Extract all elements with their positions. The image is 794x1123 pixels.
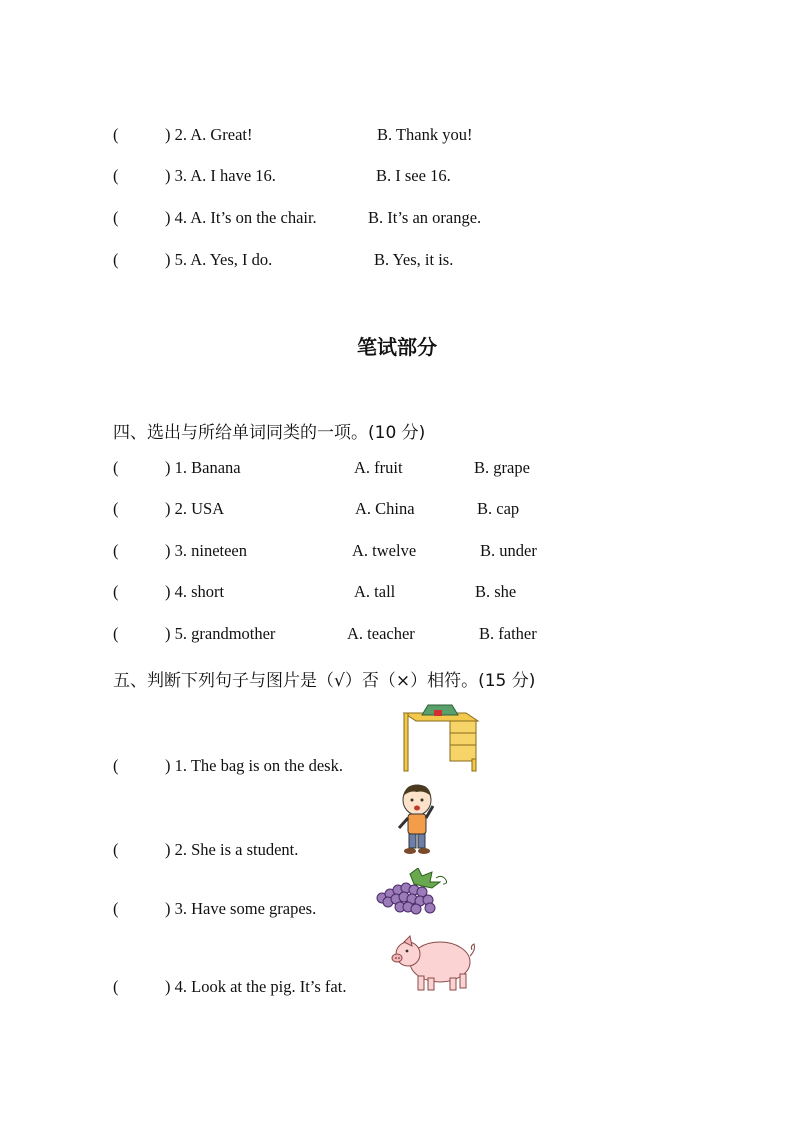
option-a: A. China xyxy=(355,499,415,518)
option-b: B. she xyxy=(475,582,517,601)
open-paren: ( xyxy=(113,166,119,185)
option-b: B. I see 16. xyxy=(376,166,451,185)
pig-icon xyxy=(388,934,478,994)
question-word: ) 4. short xyxy=(165,582,225,601)
option-b: B. Thank you! xyxy=(377,125,473,144)
option-a: A. twelve xyxy=(352,541,417,560)
open-paren: ( xyxy=(113,582,119,601)
section-4-heading: 四、选出与所给单词同类的一项。(10 分) xyxy=(113,423,426,443)
option-b: B. father xyxy=(479,624,537,643)
open-paren: ( xyxy=(113,899,119,918)
question-word: ) 3. nineteen xyxy=(165,541,248,560)
section-5-heading: 五、判断下列句子与图片是（√）否（×）相符。(15 分) xyxy=(113,671,536,691)
grapes-icon xyxy=(374,868,450,916)
question-text: ) 3. A. I have 16. xyxy=(165,166,276,185)
question-text: ) 3. Have some grapes. xyxy=(165,899,317,918)
open-paren: ( xyxy=(113,541,119,560)
option-a: A. tall xyxy=(354,582,396,601)
section-title: 笔试部分 xyxy=(357,335,437,359)
question-word: ) 1. Banana xyxy=(165,458,241,477)
question-text: ) 4. Look at the pig. It’s fat. xyxy=(165,977,347,996)
option-b: B. grape xyxy=(474,458,530,477)
open-paren: ( xyxy=(113,125,119,144)
option-b: B. cap xyxy=(477,499,520,518)
option-a: A. teacher xyxy=(347,624,415,643)
question-text: ) 2. She is a student. xyxy=(165,840,299,859)
open-paren: ( xyxy=(113,840,119,859)
option-b: B. Yes, it is. xyxy=(374,250,454,269)
open-paren: ( xyxy=(113,250,119,269)
boy-icon xyxy=(394,782,440,856)
open-paren: ( xyxy=(113,977,119,996)
open-paren: ( xyxy=(113,499,119,518)
question-text: ) 2. A. Great! xyxy=(165,125,253,144)
option-b: B. It’s an orange. xyxy=(368,208,482,227)
question-text: ) 4. A. It’s on the chair. xyxy=(165,208,317,227)
question-word: ) 5. grandmother xyxy=(165,624,276,643)
option-b: B. under xyxy=(480,541,537,560)
question-word: ) 2. USA xyxy=(165,499,225,518)
open-paren: ( xyxy=(113,458,119,477)
question-text: ) 5. A. Yes, I do. xyxy=(165,250,273,269)
desk-with-bag-icon xyxy=(402,703,482,773)
question-text: ) 1. The bag is on the desk. xyxy=(165,756,343,775)
option-a: A. fruit xyxy=(354,458,403,477)
open-paren: ( xyxy=(113,624,119,643)
open-paren: ( xyxy=(113,756,119,775)
open-paren: ( xyxy=(113,208,119,227)
